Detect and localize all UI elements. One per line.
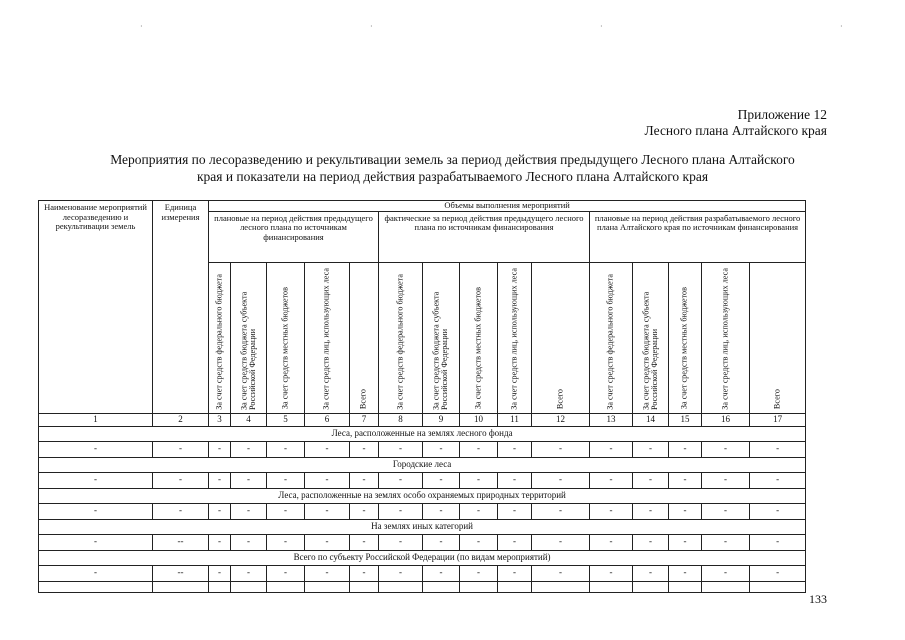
column-number: 9	[423, 413, 460, 426]
header-source-label: За счет средств местных бюджетов	[473, 287, 483, 410]
value-cell: -	[379, 565, 423, 581]
section-row	[39, 457, 806, 472]
value-cell: -	[231, 503, 267, 519]
title-line-2: края и показатели на период действия разрабатываемого Лесного плана Алтайского края	[196, 169, 709, 184]
value-cell: -	[267, 441, 305, 457]
header-source-label: Всего	[772, 389, 782, 410]
section-label: Леса, расположенные на землях особо охраняемых природных территорий	[39, 488, 806, 503]
header-volumes: Объемы выполнения мероприятий	[209, 201, 806, 212]
title-line-1: Мероприятия по лесоразведению и рекультивации земель за период действия предыдущего Лесного плана Алтайского	[110, 152, 795, 167]
section-row	[39, 488, 806, 503]
column-number: 7	[350, 413, 379, 426]
page-number: 133	[809, 592, 827, 606]
value-cell: -	[633, 534, 669, 550]
value-cell: -	[702, 565, 750, 581]
header-source-label: За счет средств лиц, использующих леса	[321, 267, 331, 410]
header-source-local-g3	[669, 262, 702, 413]
value-cell: -	[350, 472, 379, 488]
empty-cell	[460, 581, 498, 592]
value-cell: -	[423, 565, 460, 581]
header-source-federal-g1	[209, 262, 231, 413]
value-cell: -	[423, 503, 460, 519]
column-number: 3	[209, 413, 231, 426]
column-number: 2	[153, 413, 209, 426]
empty-cell	[305, 581, 350, 592]
value-cell: -	[532, 441, 590, 457]
header-group-planned-new: плановые на период действия разрабатываемого лесного плана Алтайского края по источникам финансирования	[590, 211, 806, 262]
header-group-planned-previous: плановые на период действия предыдущего лесного плана по источникам финансирования	[209, 211, 379, 262]
value-cell: -	[669, 503, 702, 519]
value-cell: -	[669, 534, 702, 550]
scan-speck: ·	[140, 22, 143, 31]
empty-cell	[267, 581, 305, 592]
value-cell: -	[231, 565, 267, 581]
section-row	[39, 550, 806, 565]
section-row	[39, 519, 806, 534]
header-source-subject-g3	[633, 262, 669, 413]
row-name-cell: -	[39, 565, 153, 581]
empty-cell	[590, 581, 633, 592]
value-cell: -	[590, 441, 633, 457]
table-row	[39, 565, 806, 581]
scan-speck: ·	[370, 22, 373, 31]
row-name-cell: -	[39, 503, 153, 519]
header-source-label: За счет средств федерального бюджета	[605, 273, 615, 410]
empty-cell	[209, 581, 231, 592]
table-row	[39, 441, 806, 457]
value-cell: -	[305, 441, 350, 457]
empty-cell	[498, 581, 532, 592]
header-source-local-g2	[460, 262, 498, 413]
header-source-users-g3	[702, 262, 750, 413]
column-number: 15	[669, 413, 702, 426]
value-cell: -	[153, 441, 209, 457]
value-cell: -	[305, 534, 350, 550]
scan-speck: ·	[840, 22, 843, 31]
value-cell: -	[231, 441, 267, 457]
column-number: 12	[532, 413, 590, 426]
column-number: 14	[633, 413, 669, 426]
table-row	[39, 472, 806, 488]
value-cell: -	[498, 441, 532, 457]
value-cell: -	[350, 503, 379, 519]
header-source-subject-g2	[423, 262, 460, 413]
appendix-label	[645, 107, 827, 139]
value-cell: -	[231, 534, 267, 550]
column-number: 11	[498, 413, 532, 426]
empty-cell	[350, 581, 379, 592]
value-cell: --	[153, 534, 209, 550]
value-cell: -	[532, 503, 590, 519]
header-source-label: За счет средств лиц, использующих леса	[720, 267, 730, 410]
section-label: Городские леса	[39, 457, 806, 472]
value-cell: -	[460, 472, 498, 488]
value-cell: -	[669, 472, 702, 488]
empty-cell	[633, 581, 669, 592]
value-cell: -	[460, 441, 498, 457]
value-cell: -	[209, 472, 231, 488]
value-cell: -	[267, 534, 305, 550]
value-cell: -	[267, 565, 305, 581]
value-cell: -	[305, 503, 350, 519]
value-cell: -	[590, 503, 633, 519]
value-cell: -	[379, 472, 423, 488]
column-number: 8	[379, 413, 423, 426]
value-cell: -	[702, 441, 750, 457]
table-row	[39, 503, 806, 519]
value-cell: -	[423, 472, 460, 488]
row-name-cell: -	[39, 472, 153, 488]
value-cell: -	[379, 534, 423, 550]
value-cell: -	[305, 472, 350, 488]
value-cell: -	[350, 534, 379, 550]
value-cell: -	[498, 503, 532, 519]
value-cell: -	[669, 441, 702, 457]
header-source-total-g2	[532, 262, 590, 413]
header-source-total-g3	[750, 262, 806, 413]
value-cell: -	[379, 503, 423, 519]
header-source-label: За счет средств федерального бюджета	[395, 273, 405, 410]
column-number: 4	[231, 413, 267, 426]
column-number: 16	[702, 413, 750, 426]
value-cell: -	[750, 503, 806, 519]
value-cell: -	[590, 565, 633, 581]
header-source-federal-g2	[379, 262, 423, 413]
value-cell: -	[460, 503, 498, 519]
empty-cell	[231, 581, 267, 592]
value-cell: -	[379, 441, 423, 457]
header-source-label: За счет средств бюджета субъекта Российской Федерации	[431, 291, 449, 410]
value-cell: -	[669, 565, 702, 581]
empty-cell	[153, 581, 209, 592]
empty-cell	[39, 581, 153, 592]
value-cell: -	[590, 534, 633, 550]
value-cell: -	[532, 472, 590, 488]
value-cell: -	[423, 534, 460, 550]
header-source-total-g1	[350, 262, 379, 413]
header-source-label: За счет средств местных бюджетов	[679, 287, 689, 410]
header-source-federal-g3	[590, 262, 633, 413]
value-cell: -	[633, 472, 669, 488]
column-number: 1	[39, 413, 153, 426]
value-cell: -	[460, 565, 498, 581]
section-label: На землях иных категорий	[39, 519, 806, 534]
table-row	[39, 534, 806, 550]
header-source-label: Всего	[555, 389, 565, 410]
header-source-subject-g1	[231, 262, 267, 413]
value-cell: -	[498, 472, 532, 488]
header-source-label: За счет средств бюджета субъекта Российской Федерации	[238, 291, 257, 410]
appendix-line-2: Лесного плана Алтайского края	[644, 123, 827, 138]
value-cell: -	[305, 565, 350, 581]
value-cell: -	[633, 441, 669, 457]
value-cell: -	[423, 441, 460, 457]
header-source-label: За счет средств местных бюджетов	[280, 287, 290, 410]
value-cell: -	[209, 441, 231, 457]
header-source-label: За счет средств бюджета субъекта Российской Федерации	[640, 291, 659, 410]
empty-cell	[702, 581, 750, 592]
empty-row	[39, 581, 806, 592]
document-title	[60, 151, 845, 185]
section-label: Леса, расположенные на землях лесного фонда	[39, 426, 806, 441]
column-number: 13	[590, 413, 633, 426]
value-cell: -	[633, 503, 669, 519]
empty-cell	[750, 581, 806, 592]
value-cell: -	[267, 472, 305, 488]
scan-speck: ·	[600, 22, 603, 31]
value-cell: -	[702, 472, 750, 488]
value-cell: -	[231, 472, 267, 488]
section-label: Всего по субъекту Российской Федерации (по видам мероприятий)	[39, 550, 806, 565]
value-cell: -	[498, 565, 532, 581]
value-cell: -	[750, 534, 806, 550]
value-cell: -	[702, 503, 750, 519]
empty-cell	[423, 581, 460, 592]
header-unit: Единица измерения	[153, 201, 209, 414]
value-cell: --	[153, 565, 209, 581]
column-number: 10	[460, 413, 498, 426]
value-cell: -	[750, 441, 806, 457]
header-name: Наименование мероприятий лесоразведению и рекультивации земель	[39, 201, 153, 414]
value-cell: -	[498, 534, 532, 550]
appendix-line-1: Приложение 12	[737, 107, 827, 122]
row-name-cell: -	[39, 534, 153, 550]
empty-cell	[532, 581, 590, 592]
header-source-users-g2	[498, 262, 532, 413]
value-cell: -	[590, 472, 633, 488]
value-cell: -	[209, 534, 231, 550]
value-cell: -	[209, 565, 231, 581]
header-source-label: Всего	[358, 389, 368, 410]
header-group-actual-previous: фактические за период действия предыдущего лесного плана по источникам финансирования	[379, 211, 590, 262]
column-number: 5	[267, 413, 305, 426]
column-number: 17	[750, 413, 806, 426]
empty-cell	[669, 581, 702, 592]
value-cell: -	[633, 565, 669, 581]
value-cell: -	[460, 534, 498, 550]
value-cell: -	[153, 503, 209, 519]
column-number: 6	[305, 413, 350, 426]
header-source-label: За счет средств федерального бюджета	[214, 273, 224, 410]
header-source-local-g1	[267, 262, 305, 413]
value-cell: -	[532, 534, 590, 550]
value-cell: -	[153, 472, 209, 488]
value-cell: -	[532, 565, 590, 581]
value-cell: -	[750, 472, 806, 488]
header-source-users-g1	[305, 262, 350, 413]
section-row	[39, 426, 806, 441]
value-cell: -	[350, 565, 379, 581]
value-cell: -	[702, 534, 750, 550]
header-source-label: За счет средств лиц, использующих леса	[509, 267, 519, 410]
value-cell: -	[750, 565, 806, 581]
value-cell: -	[267, 503, 305, 519]
value-cell: -	[209, 503, 231, 519]
row-name-cell: -	[39, 441, 153, 457]
measures-table	[38, 200, 806, 593]
value-cell: -	[350, 441, 379, 457]
empty-cell	[379, 581, 423, 592]
